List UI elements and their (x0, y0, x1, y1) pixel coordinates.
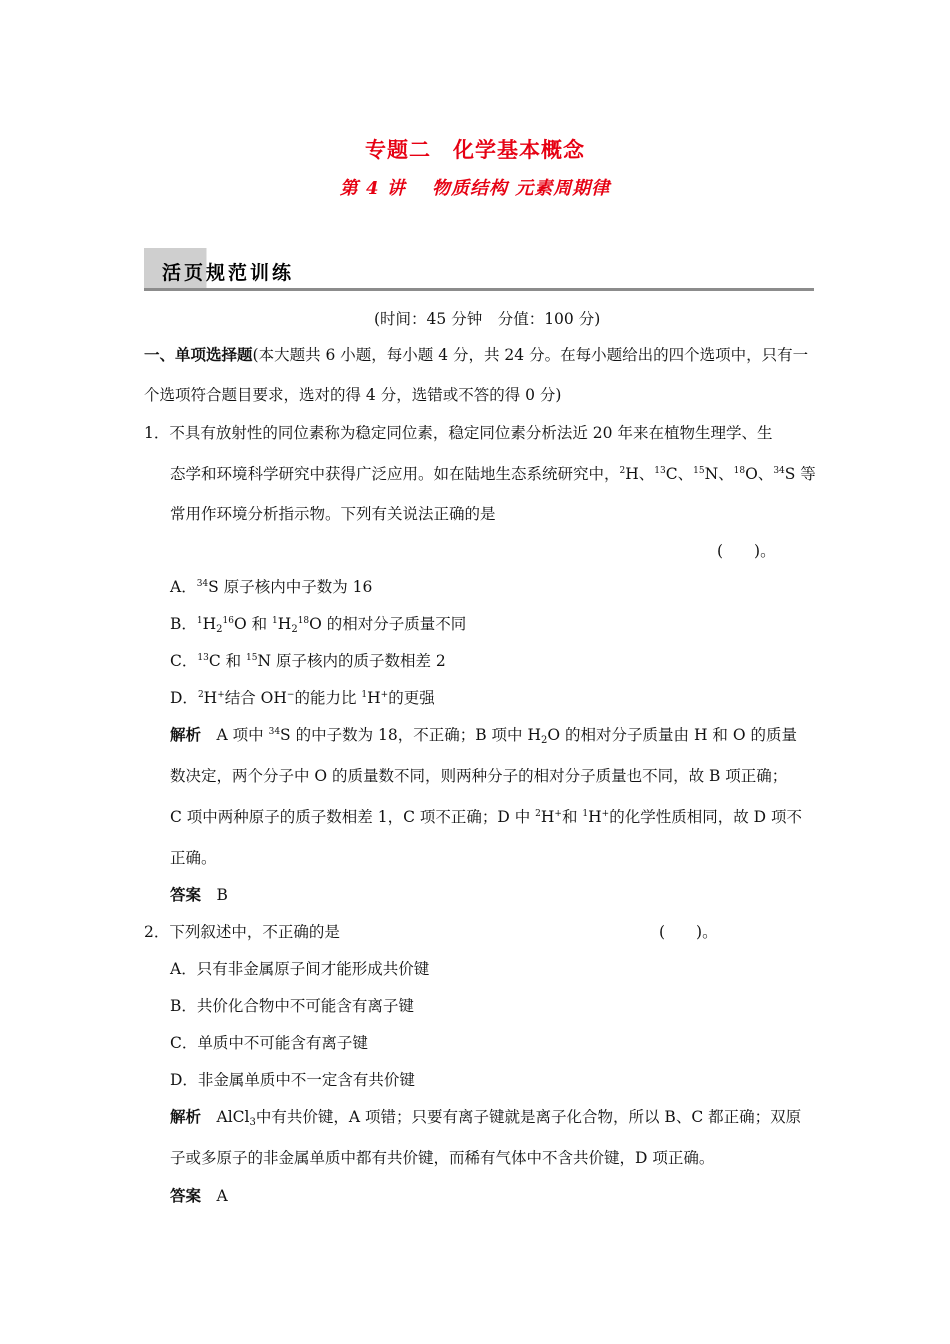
analysis-label: 解析 (170, 725, 202, 744)
section-heading: 一、单项选择题 (144, 345, 253, 364)
q1-answer-bracket: ( )。 (717, 542, 776, 560)
q2-option-b: B．共价化合物中不可能含有离子键 (170, 997, 414, 1015)
lecture-title: 第 4 讲 物质结构 元素周期律 (339, 178, 611, 199)
q2-answer-bracket: ( )。 (659, 923, 718, 941)
q1-option-b: B．$^1H_2^{16}O$ 和 $^1H_2^{18}O$ 的相对分子质量不同 (170, 615, 467, 635)
section-banner (144, 248, 814, 291)
q1-answer-value: B (216, 886, 228, 904)
q1-option-c: C．$^{13}$C 和 $^{15}$N 原子核内的质子数相差 2 (170, 652, 446, 670)
section-intro (144, 345, 808, 365)
q1-number: 1． (144, 424, 170, 442)
q2-option-a: A．只有非金属原子间才能形成共价键 (170, 960, 430, 978)
q2-analysis-line1: 解析 AlCl$_3$中有共价键，A 项错；只要有离子键就是离子化合物，所以 B、C 都正确；双原 (170, 1107, 802, 1128)
q1-option-d: D．$^2$H+结合 OH−的能力比 $^1$H+的更强 (170, 689, 435, 707)
q1-analysis-line1: 解析 A 项中 $^{34}$S 的中子数为 18，不正确；B 项中 $H_2O$ 的相对分子质量由 H 和 O 的质量 (170, 725, 797, 746)
topic-title: 专题二 化学基本概念 (365, 137, 585, 162)
q2-answer (170, 1186, 228, 1206)
q1-answer (170, 885, 228, 905)
q1-option-a: A．$^{34}$S 原子核内中子数为 16 (170, 578, 373, 596)
q2-option-c: C．单质中不可能含有离子键 (170, 1034, 368, 1052)
q1-analysis-line2: 数决定，两个分子中 O 的质量数不同，则两种分子的相对分子质量也不同，故 B 项正确； (170, 767, 788, 785)
time-score-info: (时间：45 分钟 分值：100 分) (374, 310, 601, 328)
q1-stem-line3: 常用作环境分析指示物。下列有关说法正确的是 (170, 505, 496, 523)
q1-analysis-line3: C 项中两种原子的质子数相差 1，C 项不正确；D 中 $^2$H+和 $^1$H+的化学性质相同，故 D 项不 (170, 808, 803, 826)
q1-stem-line2: 态学和环境科学研究中获得广泛应用。如在陆地生态系统研究中，$^2$H、$^{13}$C、$^{15}$N、$^{18}$O、$^{34}$S 等 (170, 465, 816, 483)
q1-stem-line1: 1．不具有放射性的同位素称为稳定同位素，稳定同位素分析法近 20 年来在植物生理学、生 (144, 424, 773, 442)
q2-analysis-line2: 子或多原子的非金属单质中都有共价键，而稀有气体中不含共价键，D 项正确。 (170, 1149, 715, 1167)
q1-analysis-line4: 正确。 (170, 849, 217, 867)
q2-stem: 2．下列叙述中，不正确的是 (144, 923, 340, 941)
section-intro-line1: (本大题共 6 小题，每小题 4 分，共 24 分。在每小题给出的四个选项中，只有一 (252, 346, 809, 364)
answer-label: 答案 (170, 885, 202, 904)
q2-number: 2． (144, 923, 170, 941)
section-intro-line2: 个选项符合题目要求，选对的得 4 分，选错或不答的得 0 分) (144, 386, 562, 404)
answer-label: 答案 (170, 1186, 202, 1205)
q2-answer-value: A (216, 1187, 228, 1205)
q2-option-d: D．非金属单质中不一定含有共价键 (170, 1071, 415, 1089)
banner-label: 活页规范训练 (162, 262, 295, 284)
analysis-label: 解析 (170, 1107, 202, 1126)
